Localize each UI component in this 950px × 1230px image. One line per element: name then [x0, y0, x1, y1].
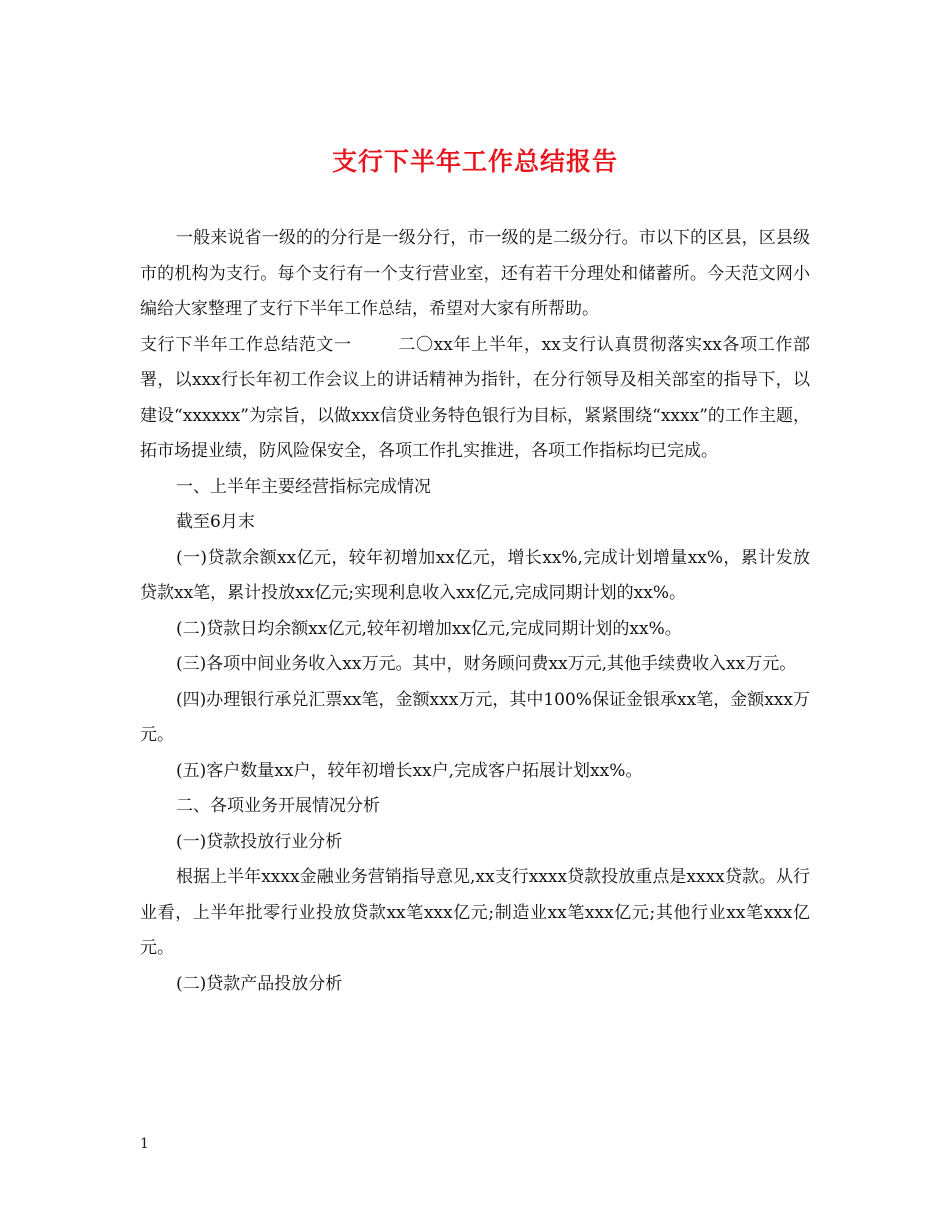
section2-heading: 二、各项业务开展情况分析: [176, 796, 380, 816]
sub2-heading: (二)贷款产品投放分析: [176, 973, 343, 994]
section1-heading: 一、上半年主要经营指标完成情况: [176, 476, 431, 497]
page-number: 1: [140, 1136, 149, 1152]
item-4: (四)办理银行承兑汇票xx笔，金额xxx万元，其中100%保证金银承xx笔，金额xxx万元。: [140, 689, 810, 745]
as-of-line: 截至6月末: [176, 512, 255, 532]
document-title: 支行下半年工作总结报告: [331, 147, 618, 176]
sub1-heading: (一)贷款投放行业分析: [176, 831, 343, 852]
sub1-paragraph: 根据上半年xxxx金融业务营销指导意见,xx支行xxxx贷款投放重点是xxxx贷款。从行业看，上半年批零行业投放贷款xx笔xxx亿元;制造业xx笔xxx亿元;其他行业xx笔xxx亿元。: [140, 867, 810, 958]
sample-paragraph: [140, 328, 810, 470]
item-3: (三)各项中间业务收入xx万元。其中，财务顾问费xx万元,其他手续费收入xx万元。: [176, 654, 797, 674]
item-5: (五)客户数量xx户，较年初增长xx户,完成客户拓展计划xx%。: [176, 760, 643, 781]
intro-paragraph: 一般来说省一级的的分行是一级分行，市一级的是二级分行。市以下的区县，区县级市的机构为支行。每个支行有一个支行营业室，还有若干分理处和储蓄所。今天范文网小编给大家整理了支行下半年工作总结，希望对大家有所帮助。: [140, 228, 810, 319]
item-2: (二)贷款日均余额xx亿元,较年初增加xx亿元,完成同期计划的xx%。: [176, 618, 682, 639]
item-1: (一)贷款余额xx亿元，较年初增加xx亿元，增长xx%,完成计划增量xx%，累计发放贷款xx笔，累计投放xx亿元;实现利息收入xx亿元,完成同期计划的xx%。: [140, 547, 810, 603]
sample-opening: 二〇xx年上半年，xx支行认真贯彻落实xx各项工作部署，以xxx行长年初工作会议上的讲话精神为指针，在分行领导及相关部室的指导下，以建设“xxxxxx”为宗旨，以做xxx信贷业务特色银行为目标，紧紧围绕“xxxx”的工作主题，拓市场提业绩，防风险保安全，各项工作扎实推进，各项工作指标均已完成。: [140, 334, 810, 461]
document-body: [140, 221, 810, 1002]
sample-label: 支行下半年工作总结范文一: [140, 334, 352, 355]
